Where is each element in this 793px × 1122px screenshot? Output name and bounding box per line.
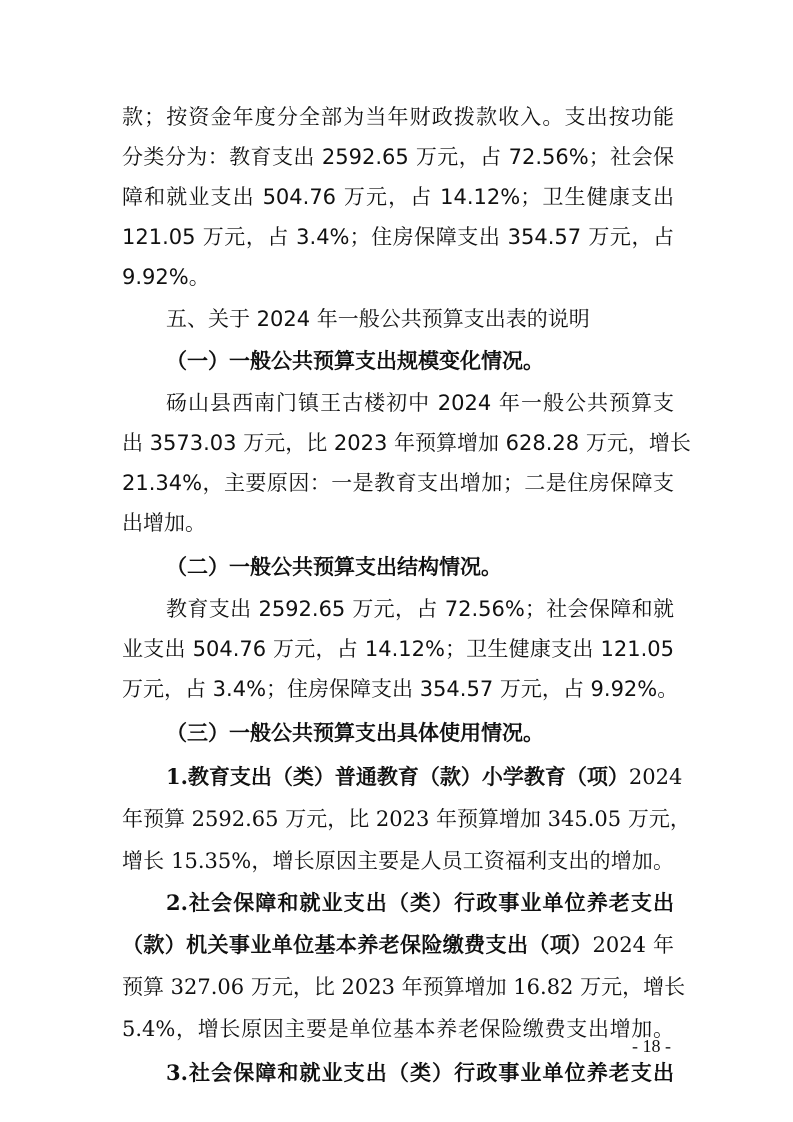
item-heading: 1.教育支出（类）普通教育（款）小学教育（项） [166,764,629,789]
text-line: 砀山县西南门镇王古楼初中 2024 年一般公共预算支 [166,391,674,415]
text-line: 5.4%，增长原因主要是单位基本养老保险缴费支出增加。 [122,1017,674,1041]
text-line: 121.05 万元，占 3.4%；住房保障支出 354.57 万元，占 [122,225,674,249]
inline-text: 2024 [628,765,683,789]
item-heading: （款）机关事业单位基本养老保险缴费支出（项） [122,932,593,957]
text-line: 出增加。 [122,511,206,535]
text-line: 9.92%。 [122,265,210,289]
text-line: 万元，占 3.4%；住房保障支出 354.57 万元，占 9.92%。 [122,677,679,701]
section-heading: 五、关于 2024 年一般公共预算支出表的说明 [166,307,590,331]
text-line: 预算 327.06 万元，比 2023 年预算增加 16.82 万元，增长 [122,975,686,999]
text-line: 出 3573.03 万元，比 2023 年预算增加 628.28 万元，增长 [122,431,691,455]
text-line: 21.34%，主要原因：一是教育支出增加；二是住房保障支 [122,471,674,495]
text-line: 教育支出 2592.65 万元，占 72.56%；社会保障和就 [166,597,674,621]
text-line [166,757,683,797]
inline-text: 2024 年 [592,933,675,957]
item-heading: 2.社会保障和就业支出（类）行政事业单位养老支出 [166,890,674,915]
item-heading: 3.社会保障和就业支出（类）行政事业单位养老支出 [166,1060,674,1085]
text-line: 增长 15.35%，增长原因主要是人员工资福利支出的增加。 [122,849,674,873]
text-line: 业支出 504.76 万元，占 14.12%；卫生健康支出 121.05 [122,637,674,661]
text-line: 年预算 2592.65 万元，比 2023 年预算增加 345.05 万元， [122,807,691,831]
text-line [122,925,674,965]
text-line: 款；按资金年度分全部为当年财政拨款收入。支出按功能 [122,105,674,129]
subsection-heading: （三）一般公共预算支出具体使用情况。 [166,721,544,745]
text-line: 障和就业支出 504.76 万元，占 14.12%；卫生健康支出 [122,185,674,209]
text-line: 分类分为：教育支出 2592.65 万元，占 72.56%；社会保 [122,145,674,169]
page-number: - 18 - [632,1036,671,1056]
subsection-heading: （二）一般公共预算支出结构情况。 [166,555,502,579]
subsection-heading: （一）一般公共预算支出规模变化情况。 [166,349,544,373]
